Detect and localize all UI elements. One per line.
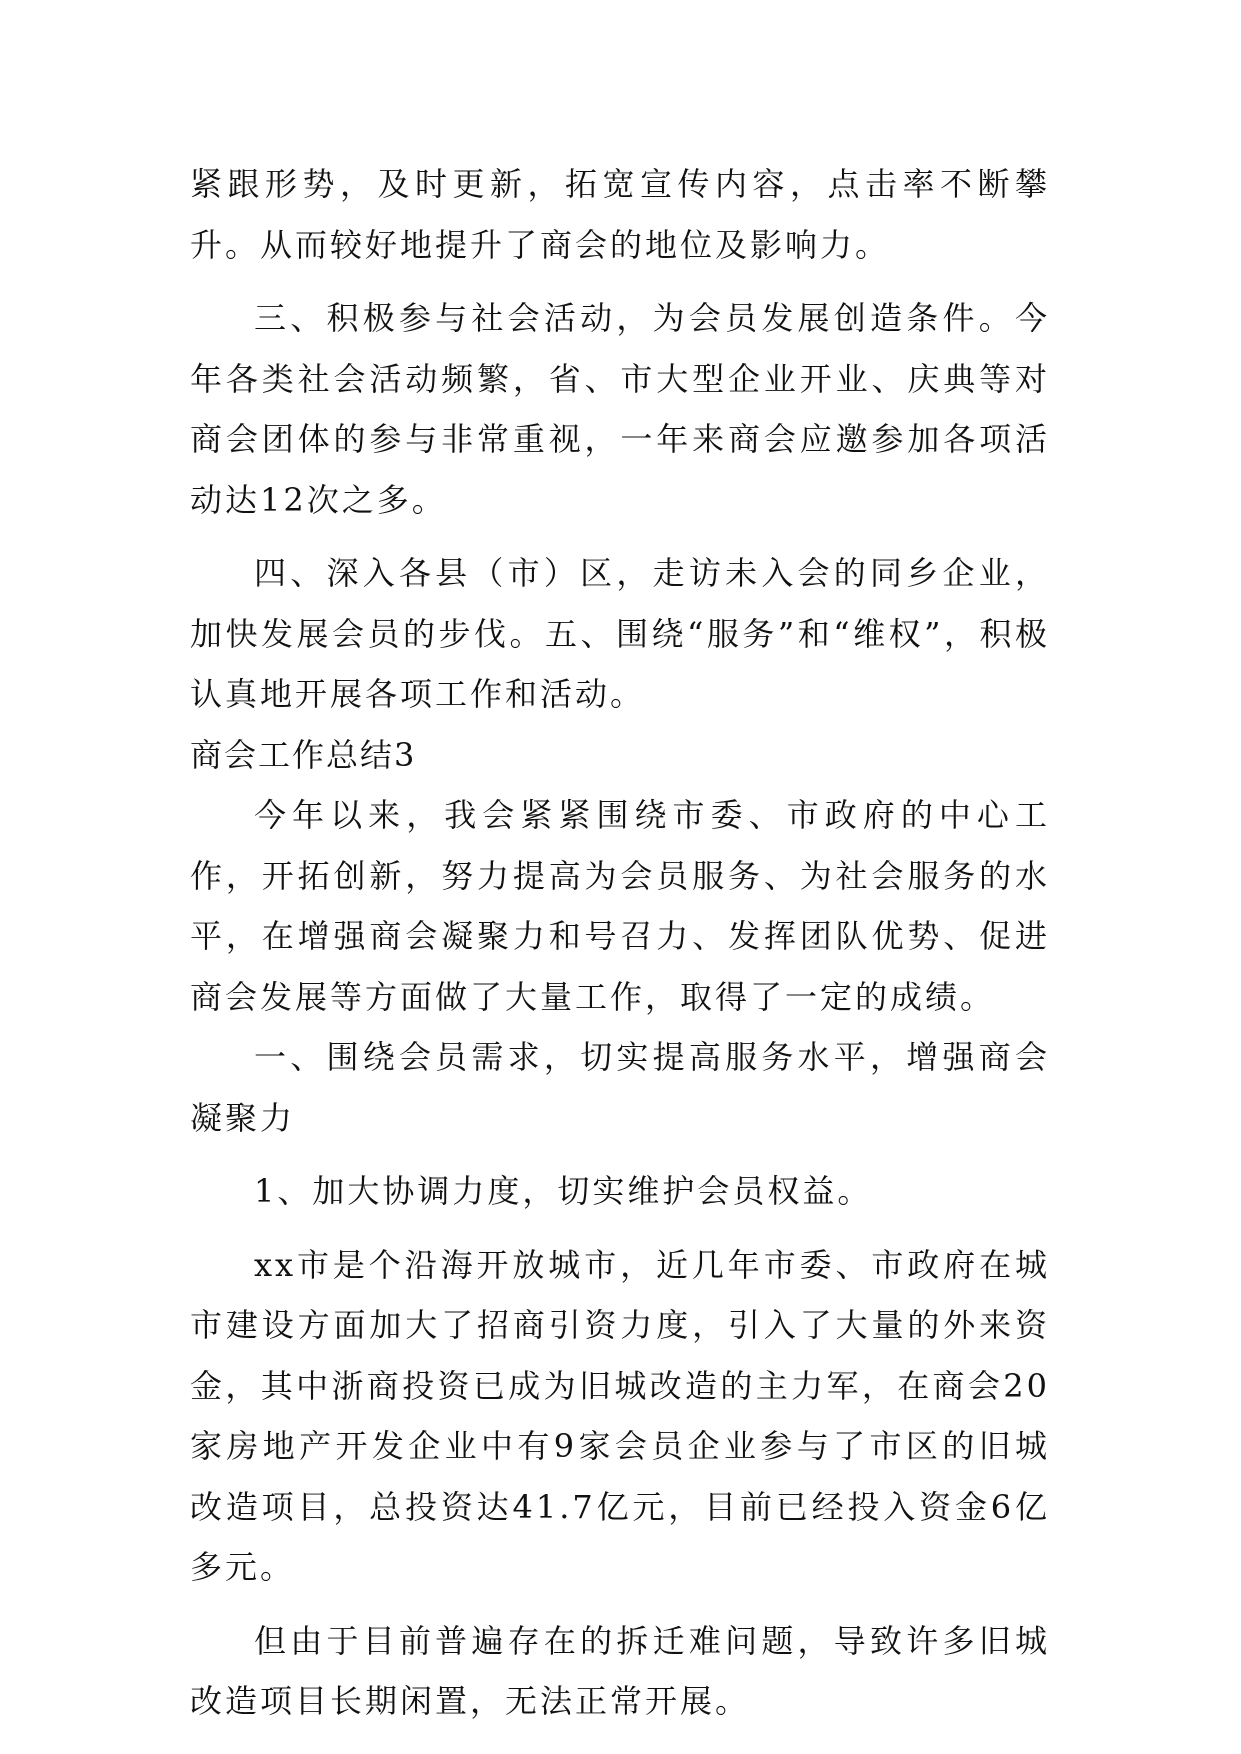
paragraph-section-three: 三、积极参与社会活动，为会员发展创造条件。今年各类社会活动频繁，省、市大型企业开业、庆典等对商会团体的参与非常重视，一年来商会应邀参加各项活动达12次之多。 [190,299,1050,519]
document-body [190,154,1050,1732]
paragraph-intro: 今年以来，我会紧紧围绕市委、市政府的中心工作，开拓创新，努力提高为会员服务、为社会服务的水平，在增强商会凝聚力和号召力、发挥团队优势、促进商会发展等方面做了大量工作，取得了一定的成绩。 [190,796,1050,1016]
paragraph-continuation: 紧跟形势，及时更新，拓宽宣传内容，点击率不断攀升。从而较好地提升了商会的地位及影响力。 [190,165,1050,264]
paragraph-city-investment: xx市是个沿海开放城市，近几年市委、市政府在城市建设方面加大了招商引资力度，引入了大量的外来资金，其中浙商投资已成为旧城改造的主力军，在商会20家房地产开发企业中有9家会员企业参与了市区的旧城改造项目，总投资达41.7亿元，目前已经投入资金6亿多元。 [190,1245,1050,1586]
paragraph-section-one: 一、围绕会员需求，切实提高服务水平，增强商会凝聚力 [190,1038,1050,1137]
paragraph-demolition-problem: 但由于目前普遍存在的拆迁难问题，导致许多旧城改造项目长期闲置，无法正常开展。 [190,1621,1050,1720]
section-heading: 商会工作总结3 [190,735,417,774]
paragraph-section-four-five: 四、深入各县（市）区，走访未入会的同乡企业，加快发展会员的步伐。五、围绕“服务”和“维权”，积极认真地开展各项工作和活动。 [190,554,1050,713]
paragraph-item-one: 1、加大协调力度，切实维护会员权益。 [254,1172,873,1210]
